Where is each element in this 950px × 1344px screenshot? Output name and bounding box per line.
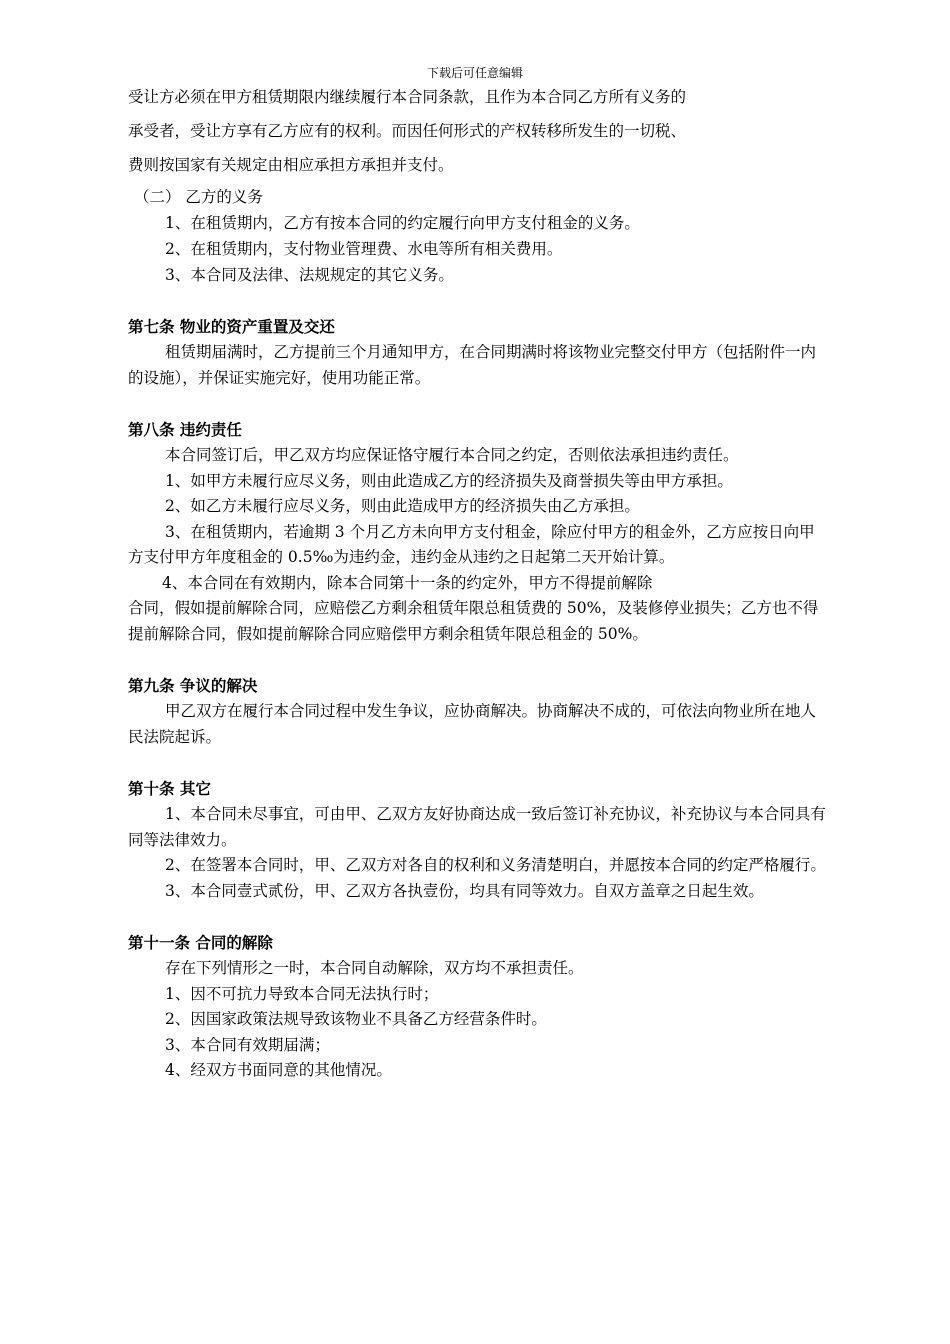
article-11-item: 4、经双方书面同意的其他情况。 xyxy=(165,1061,392,1079)
article-8-clause-4-continued: 合同，假如提前解除合同，应赔偿乙方剩余租赁年限总租赁费的 50%，及装修停业损失；乙方也不得提前解除合同，假如提前解除合同应赔偿甲方剩余租赁年限总租金的 50%。 xyxy=(128,599,819,643)
article-11-heading: 第十一条 合同的解除 xyxy=(128,933,273,952)
article-8-paragraph: 本合同签订后，甲乙双方均应保证恪守履行本合同之约定，否则依法承担违约责任。 xyxy=(165,446,739,464)
article-10-heading: 第十条 其它 xyxy=(128,779,211,798)
obligation-item: 3、本合同及法律、法规规定的其它义务。 xyxy=(165,266,454,284)
article-10-clause: 3、本合同壹式贰份，甲、乙双方各执壹份，均具有同等效力。自双方盖章之日起生效。 xyxy=(165,881,764,900)
article-10-clause: 1、本合同未尽事宜，可由甲、乙双方友好协商达成一致后签订补充协议，补充协议与本合同具有同等法律效力。 xyxy=(128,805,826,849)
article-9-paragraph: 甲乙双方在履行本合同过程中发生争议，应协商解决。协商解决不成的，可依法向物业所在地人民法院起诉。 xyxy=(128,702,817,746)
obligation-item: 2、在租赁期内，支付物业管理费、水电等所有相关费用。 xyxy=(165,240,563,258)
article-11-intro: 存在下列情形之一时，本合同自动解除，双方均不承担责任。 xyxy=(165,959,584,977)
intro-line: 受让方必须在甲方租赁期限内继续履行本合同条款，且作为本合同乙方所有义务的 xyxy=(128,88,687,106)
section-title-party-b-obligations: （二） 乙方的义务 xyxy=(134,188,263,206)
article-8-heading: 第八条 违约责任 xyxy=(128,420,242,439)
article-8-clause: 3、在租赁期内，若逾期 3 个月乙方未向甲方支付租金，除应付甲方的租金外，乙方应按日向甲方支付甲方年度租金的 0.5‰为违约金，违约金从违约之日起第二天开始计算。 xyxy=(128,522,815,566)
article-11-item: 1、因不可抗力导致本合同无法执行时； xyxy=(165,984,439,1003)
article-7-paragraph: 租赁期届满时，乙方提前三个月通知甲方，在合同期满时将该物业完整交付甲方（包括附件一内的设施），并保证实施完好，使用功能正常。 xyxy=(128,343,817,387)
article-8-clause-4-first-line: 4、本合同在有效期内，除本合同第十一条的约定外，甲方不得提前解除 xyxy=(162,573,653,592)
article-11-item: 2、因国家政策法规导致该物业不具备乙方经营条件时。 xyxy=(165,1010,547,1028)
obligation-item: 1、在租赁期内，乙方有按本合同的约定履行向甲方支付租金的义务。 xyxy=(165,214,640,232)
article-8-clause: 2、如乙方未履行应尽义务，则由此造成甲方的经济损失由乙方承担。 xyxy=(165,497,640,515)
page-header: 下载后可任意编辑 xyxy=(426,66,523,80)
intro-line: 费则按国家有关规定由相应承担方承担并支付。 xyxy=(128,156,454,174)
article-11-item: 3、本合同有效期届满； xyxy=(165,1035,330,1054)
article-10-clause: 2、在签署本合同时，甲、乙双方对各自的权利和义务清楚明白，并愿按本合同的约定严格履行。 xyxy=(165,856,826,874)
contract-body xyxy=(128,80,828,1084)
article-7-heading: 第七条 物业的资产重置及交还 xyxy=(128,317,335,336)
article-8-clause: 1、如甲方未履行应尽义务，则由此造成乙方的经济损失及商誉损失等由甲方承担。 xyxy=(165,471,733,490)
intro-line: 承受者，受让方享有乙方应有的权利。而因任何形式的产权转移所发生的一切税、 xyxy=(128,122,687,140)
article-9-heading: 第九条 争议的解决 xyxy=(128,676,258,695)
